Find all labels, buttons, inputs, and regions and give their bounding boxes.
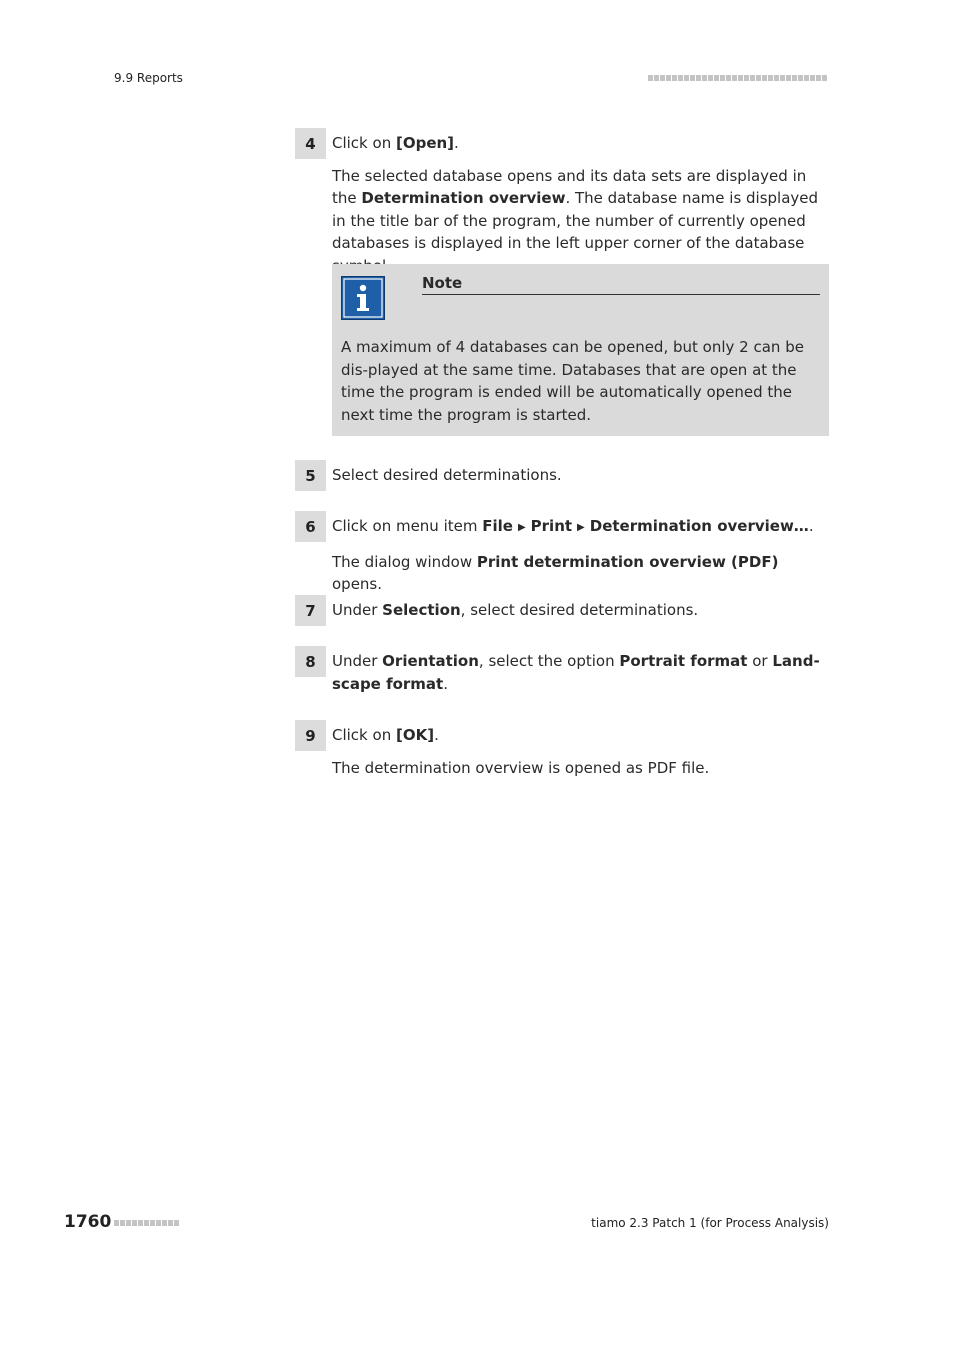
step-number: 6 — [295, 511, 326, 542]
note-box — [332, 264, 829, 436]
step-6 — [295, 511, 829, 596]
step-9 — [295, 720, 829, 779]
step-result: The dialog window Print determination overview (PDF) opens. — [332, 552, 779, 593]
info-icon — [341, 276, 385, 320]
menu-arrow-icon: ▶ — [517, 522, 526, 533]
step-instruction: Click on [Open]. — [332, 134, 459, 152]
step-result: The selected database opens and its data sets are displayed in the Determination overview. The database name is displayed in the title bar of the program, the number of currently opened databases is displayed in the left upper corner of the database — [332, 166, 819, 252]
step-number: 4 — [295, 128, 326, 159]
step-7 — [295, 595, 829, 622]
step-instruction: Click on menu item File ▶ Print ▶ Determination overview…. — [332, 517, 814, 535]
step-number: 5 — [295, 460, 326, 491]
note-title: Note — [422, 274, 820, 295]
step-instruction: Under Orientation, select the option Portrait format or Land-scape format. — [332, 652, 820, 693]
step-instruction: Select desired determinations. — [332, 466, 562, 484]
step-8 — [295, 646, 829, 695]
menu-arrow-icon: ▶ — [577, 522, 585, 533]
page-number: 1760 — [64, 1212, 112, 1232]
step-5 — [295, 460, 829, 487]
step-4 — [295, 128, 829, 277]
step-instruction: Click on [OK]. — [332, 726, 439, 744]
header-dots — [648, 75, 827, 81]
note-text: A maximum of 4 databases can be opened, but only 2 can be dis-played at the same time. Databases that are open at the time the program is ended will be automatically opened the next time the program is started. — [341, 338, 804, 424]
step-number: 7 — [295, 595, 326, 626]
step-number: 8 — [295, 646, 326, 677]
step-number: 9 — [295, 720, 326, 751]
step-instruction: Under Selection, select desired determinations. — [332, 601, 699, 619]
step-result: The determination overview is opened as PDF file. — [332, 758, 710, 777]
header-section-title: 9.9 Reports — [114, 71, 183, 85]
footer-dots — [114, 1220, 179, 1226]
footer-product-name: tiamo 2.3 Patch 1 (for Process Analysis) — [591, 1216, 829, 1230]
